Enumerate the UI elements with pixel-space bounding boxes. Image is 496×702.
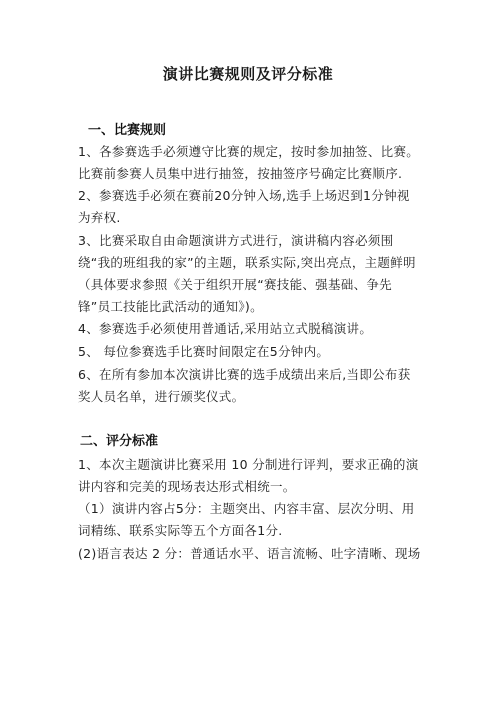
paragraph: 3、比赛采取自由命题演讲方式进行，演讲稿内容必须围绕“我的班组我的家”的主题，联系实际,突出亮点，主题鲜明（具体要求参照《关于组织开展“赛技能、强基础、争先锋”员工技能比武活动的通知》)。: [78, 233, 416, 314]
paragraph: 1、各参赛选手必须遵守比赛的规定，按时参加抽签、比赛。比赛前参赛人员集中进行抽签，按抽签序号确定比赛顺序.: [78, 144, 420, 181]
paragraph: 5、 每位参赛选手比赛时间限定在5分钟内。: [78, 344, 330, 359]
document-title: 演讲比赛规则及评分标准: [162, 65, 334, 83]
paragraph: (2)语言表达 2 分：普通话水平、语言流畅、吐字清晰、现场: [78, 546, 421, 561]
section-heading-scoring: 二、评分标准: [80, 434, 159, 449]
paragraph: 4、参赛选手必须使用普通话,采用站立式脱稿演讲。: [78, 321, 373, 336]
paragraph: 2、参赛选手必须在赛前20分钟入场,选手上场迟到1分钟视为弃权.: [78, 188, 410, 225]
paragraph: （1）演讲内容占5分：主题突出、内容丰富、层次分明、用词精练、联系实际等五个方面各1分.: [78, 501, 415, 538]
section-heading-rules: 一、比赛规则: [88, 123, 167, 138]
paragraph: 1、本次主题演讲比赛采用 10 分制进行评判，要求正确的演讲内容和完美的现场表达形式相统一。: [78, 457, 419, 494]
paragraph: 6、在所有参加本次演讲比赛的选手成绩出来后,当即公布获奖人员名单，进行颁奖仪式。: [78, 367, 411, 404]
